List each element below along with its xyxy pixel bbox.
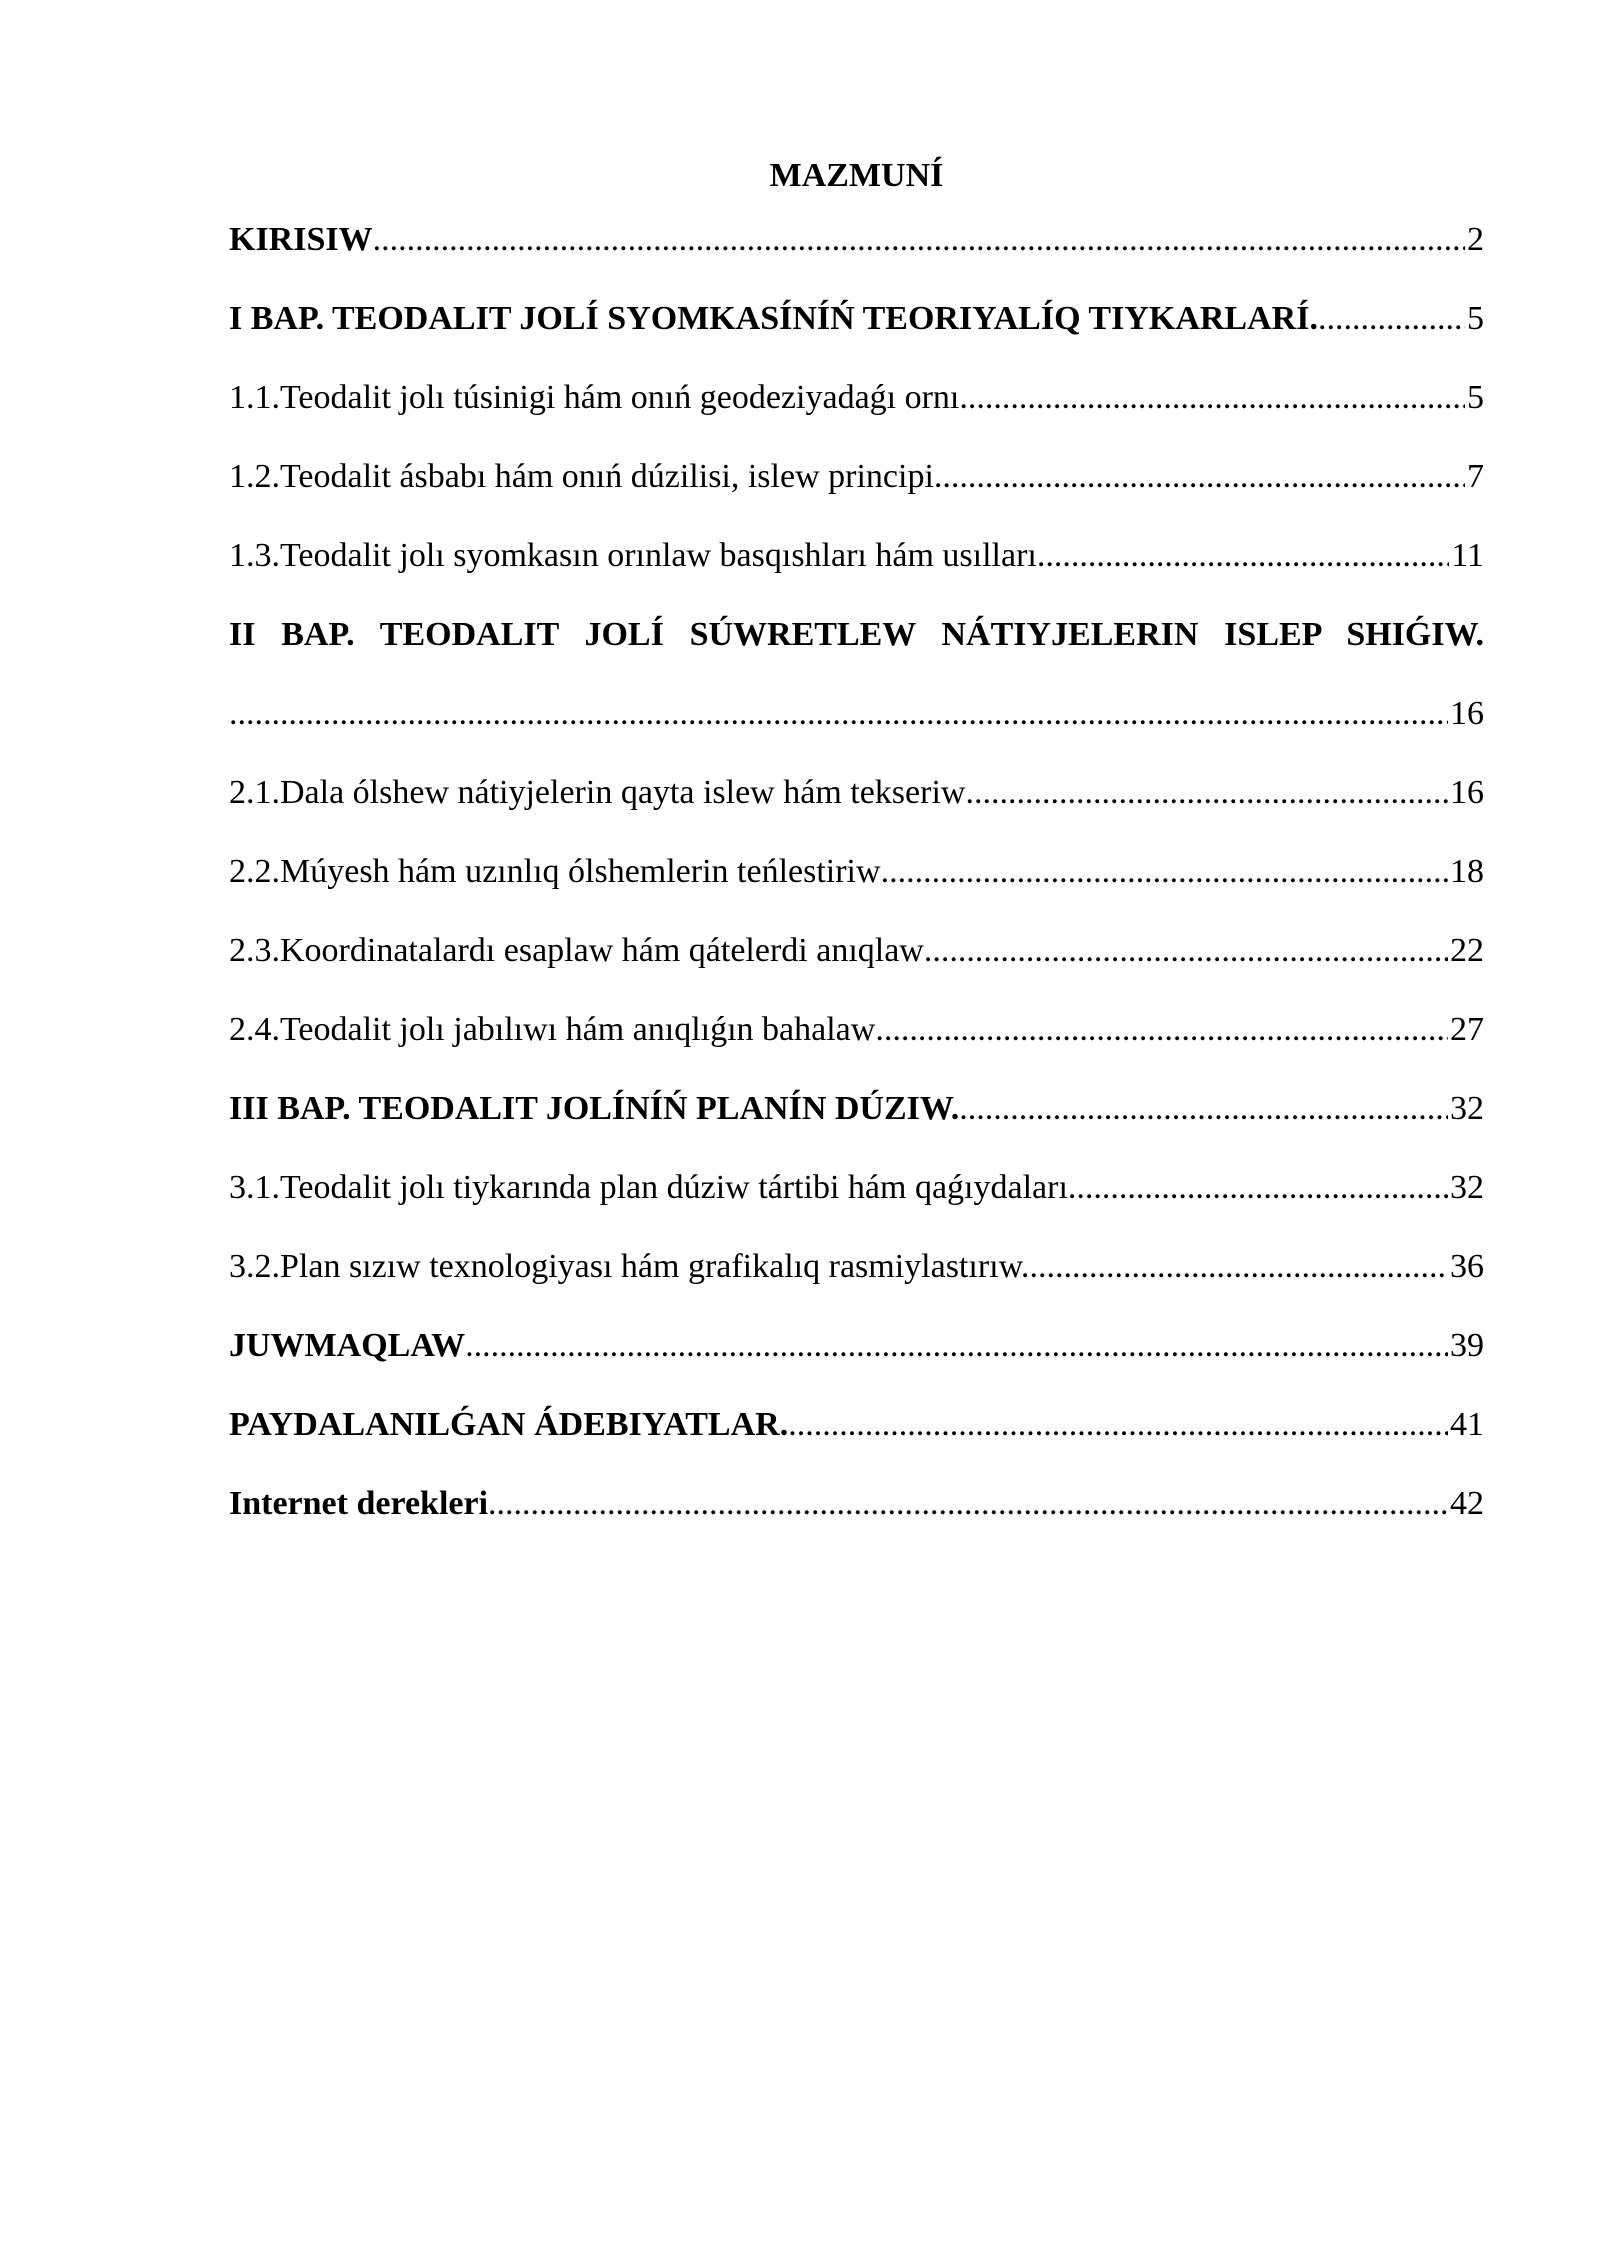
toc-entry-page: 5 — [1467, 300, 1484, 337]
toc-entry-label: I BAP. TEODALIT JOLÍ SYOMKASÍNÍŃ TEORIYALÍQ TIYKARLARÍ. — [229, 300, 1318, 337]
toc-entry-page: 39 — [1450, 1327, 1484, 1364]
toc-entry-section-2-3 — [229, 925, 1484, 1004]
toc-entry-label: Internet derekleri — [229, 1485, 489, 1522]
toc-entry-section-2-4 — [229, 1004, 1484, 1083]
dot-leader — [465, 1320, 1448, 1372]
toc-entry-section-1-2 — [229, 451, 1484, 530]
toc-entry-label: PAYDALANILǴAN ÁDEBIYATLAR. — [229, 1406, 789, 1443]
dot-leader — [875, 1004, 1448, 1056]
toc-entry-introduction — [229, 214, 1484, 293]
toc-entry-section-2-1 — [229, 767, 1484, 846]
toc-entry-chapter-2 — [229, 609, 1484, 767]
dot-leader — [881, 846, 1448, 898]
toc-entry-page: 22 — [1450, 932, 1484, 969]
toc-entry-label: 3.1.Teodalit jolı tiykarında plan dúziw tártibi hám qaǵıydaları. — [229, 1169, 1077, 1206]
toc-entry-page: 32 — [1450, 1090, 1484, 1127]
table-of-contents — [229, 214, 1484, 1557]
dot-leader — [965, 767, 1448, 819]
toc-entry-label: 2.1.Dala ólshew nátiyjelerin qayta islew hám tekseriw — [229, 774, 966, 811]
toc-entry-page: 11 — [1451, 537, 1484, 574]
toc-entry-section-3-2 — [229, 1241, 1484, 1320]
toc-entry-section-3-1 — [229, 1162, 1484, 1241]
toc-entry-chapter-1 — [229, 293, 1484, 372]
toc-title: MAZMUNÍ — [769, 157, 944, 194]
toc-entry-page: 42 — [1450, 1485, 1484, 1522]
toc-entry-page: 2 — [1467, 221, 1484, 258]
dot-leader — [373, 214, 1465, 266]
toc-entry-page: 32 — [1450, 1169, 1484, 1206]
dot-leader — [488, 1478, 1448, 1530]
dot-leader — [1029, 1241, 1448, 1293]
toc-entry-page: 27 — [1450, 1011, 1484, 1048]
toc-entry-internet-sources — [229, 1478, 1484, 1557]
toc-entry-page: 36 — [1450, 1248, 1484, 1285]
toc-entry-label: 1.2.Teodalit ásbabı hám onıń dúzilisi, islew principi — [229, 458, 934, 495]
toc-entry-conclusion — [229, 1320, 1484, 1399]
toc-entry-label: 1.1.Teodalit jolı túsinigi hám onıń geodeziyadaǵı ornı — [229, 379, 960, 416]
toc-entry-page: 7 — [1467, 458, 1484, 495]
dot-leader — [959, 1083, 1448, 1135]
toc-entry-page: 18 — [1450, 853, 1484, 890]
toc-entry-label: III BAP. TEODALIT JOLÍNÍŃ PLANÍN DÚZIW. — [229, 1090, 960, 1127]
toc-entry-page: 41 — [1450, 1406, 1484, 1443]
toc-entry-continuation — [229, 688, 1484, 767]
toc-entry-page: 5 — [1467, 379, 1484, 416]
toc-entry-label: JUWMAQLAW — [229, 1327, 466, 1364]
dot-leader — [934, 451, 1465, 503]
toc-entry-section-1-1 — [229, 372, 1484, 451]
toc-entry-references — [229, 1399, 1484, 1478]
toc-entry-chapter-3 — [229, 1083, 1484, 1162]
dot-leader — [1037, 530, 1449, 582]
toc-entry-page: 16 — [1450, 695, 1484, 732]
toc-entry-label: 1.3.Teodalit jolı syomkasın orınlaw basqıshları hám usılları — [229, 537, 1037, 574]
dot-leader — [1318, 293, 1465, 345]
dot-leader — [924, 925, 1448, 977]
toc-entry-label: II BAP. TEODALIT JOLÍ SÚWRETLEW NÁTIYJELERIN ISLEP SHIǴIW. — [229, 616, 1484, 653]
dot-leader — [959, 372, 1465, 424]
dot-leader — [1076, 1162, 1448, 1214]
toc-entry-label: KIRISIW — [229, 221, 373, 258]
dot-leader — [788, 1399, 1448, 1451]
toc-entry-label: 2.3.Koordinatalardı esaplaw hám qátelerdi anıqlaw — [229, 932, 924, 969]
toc-entry-label: 2.4.Teodalit jolı jabılıwı hám anıqlıǵın bahalaw — [229, 1011, 876, 1048]
toc-entry-page: 16 — [1450, 774, 1484, 811]
toc-entry-label: 2.2.Múyesh hám uzınlıq ólshemlerin teńlestiriw — [229, 853, 881, 890]
toc-entry-section-2-2 — [229, 846, 1484, 925]
toc-entry-section-1-3 — [229, 530, 1484, 609]
dot-leader — [229, 688, 1448, 740]
toc-entry-label: 3.2.Plan sızıw texnologiyası hám grafikalıq rasmiylastırıw. — [229, 1248, 1030, 1285]
